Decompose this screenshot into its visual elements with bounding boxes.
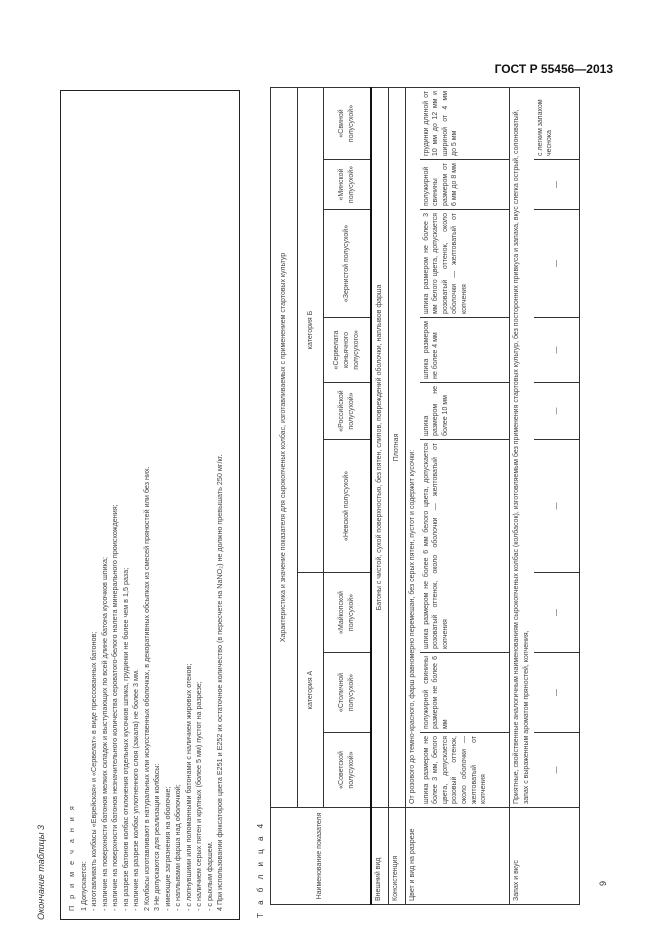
cell: шпика размером не более 3 мм, белого цвета, допускается розовый оттенок, около оболочки — желтоватый от копчения <box>420 733 510 808</box>
note-line: 2 Колбасы изготавливают в натуральных или искусственных оболочках, в декоративных обсыпках из смесей пряностей или без них. <box>141 466 151 911</box>
note-line: - имеющие загрязнения на оболочке; <box>162 786 172 911</box>
row-name: Внешний вид <box>371 808 389 905</box>
note-line: - наличие на поверхности батонов мелких складок и выступающих по всей длине батона кусочков шпика; <box>99 557 109 911</box>
note-line: - наличие на поверхности батонов незначительного количества сероватого-белого налета минерального происхождения; <box>110 504 119 911</box>
product-header: «Майкопской полусухой» <box>324 573 371 653</box>
product-header: «Российской полусухой» <box>324 383 371 440</box>
note-line: 4 При использовании фиксаторов цвета Е251 и Е252 их остаточное количество (в пересчете на NaNO₂) не должно превышать 250 мг/кг. <box>215 454 224 911</box>
table4 <box>270 87 580 905</box>
product-header: «Минской полусухой» <box>324 160 371 210</box>
table3-continuation-label: Окончание таблицы 3 <box>36 825 46 920</box>
notes-heading: П р и м е ч а н и я <box>67 803 76 911</box>
cell: полужирной свинины размером не более 6 мм <box>420 653 510 733</box>
note-line: - с лопнувшими или поломанными батонами с наличием жировых отеков; <box>183 663 193 911</box>
row-name: Консистенция <box>389 808 406 905</box>
row-value: Плотная <box>389 87 406 807</box>
cell: шпика размером не более 3 мм белого цвета, допускается розоватый оттенок, около оболочки — желтоватый от копчения <box>420 210 510 318</box>
cell: грудинки длиной от 10 мм до 12 мм и шириной от 4 мм до 5 мм <box>420 87 510 159</box>
cell: — <box>534 573 580 653</box>
row-common-value: От розового до темно-красного, фарш равномерно перемешан, без серых пятен, пустот и содержит кусочки: <box>406 87 420 807</box>
table-row <box>534 87 580 904</box>
product-header: «Столичной полусухой» <box>324 653 371 733</box>
product-header: «Советской полусухой» <box>324 733 371 808</box>
cell: — <box>534 383 580 440</box>
product-header: «Зернистой полусухой» <box>324 210 371 318</box>
note-line: - изготавливать колбасы «Еврейская» и «Сервелат» в виде прессованных батонов; <box>89 631 98 911</box>
product-header: «Свиной полусухой» <box>324 87 371 159</box>
cell: шпика размером не более 6 мм белого цвета, допускается розоватый оттенок, около оболочки — желтоватый от копчения <box>420 440 510 653</box>
row-name: Запах и вкус <box>510 808 580 905</box>
cell: шпика размером не более 4 мм <box>420 318 510 383</box>
cell: — <box>534 210 580 318</box>
note-line: - с рыхлым фаршем. <box>204 841 214 911</box>
cell: — <box>534 440 580 573</box>
table3-notes-box <box>60 90 240 920</box>
cell: с легким запахом чеснока <box>534 87 580 159</box>
table-title: Характеристика и значение показателя для сырокопченых колбас, изготавливаемых с применением стартовых культур <box>271 87 298 807</box>
note-line: 3 Не допускаются для реализации колбасы: <box>152 763 161 911</box>
note-line: - наличие на разрезе колбас уплотненного слоя (закала) не более 3 мм. <box>131 669 140 911</box>
row-value: Батоны с чистой, сухой поверхностью, без пятен, слипов, повреждений оболочки, наплывов фарша <box>371 87 389 807</box>
cell: — <box>534 653 580 733</box>
table-row <box>510 87 534 904</box>
product-header: «Сервелата коньячного полусухого» <box>324 318 371 383</box>
page-number: 9 <box>598 880 608 886</box>
note-line: - с наплывами фарша над оболочкой; <box>173 784 182 911</box>
cell: шпика размером не более 10 мм <box>420 383 510 440</box>
table-row <box>389 87 406 904</box>
category-b: категория Б <box>298 87 324 572</box>
row-common-value: Приятные, свойственные аналогичным наименованиям сырокопченых колбас (колбасок), изготовляемым без применения стартовых культур, без посторонних привкуса и запаха, вкус слегка острый, солоноватый, запах с выраженным ароматом пряностей, копчения, <box>510 87 534 807</box>
standard-number: ГОСТ Р 55456—2013 <box>494 62 613 76</box>
cell: — <box>534 733 580 808</box>
product-header: «Невской полусухой» <box>324 440 371 573</box>
note-line: - с наличием серых пятен и крупных (более 5 мм) пустот на разрезе; <box>194 681 203 911</box>
note-line: - на разрезе батонов колбас отклонения отдельных кусочков шпика, грудинки не более чем в 1,5 раза; <box>120 567 130 911</box>
cell: — <box>534 318 580 383</box>
cell: полужирной свинины размером от 6 мм до 8 мм <box>420 160 510 210</box>
table-row <box>406 87 420 904</box>
row-name: Цвет и вид на разрезе <box>406 808 510 905</box>
note-line: 1 Допускается: <box>78 861 88 911</box>
cell: — <box>534 160 580 210</box>
table-row <box>420 87 510 904</box>
table4-label: Т а б л и ц а 4 <box>256 820 265 918</box>
indicator-header: Наименование показателя <box>271 808 371 905</box>
category-a: категория А <box>298 573 324 808</box>
table-row <box>371 87 389 904</box>
